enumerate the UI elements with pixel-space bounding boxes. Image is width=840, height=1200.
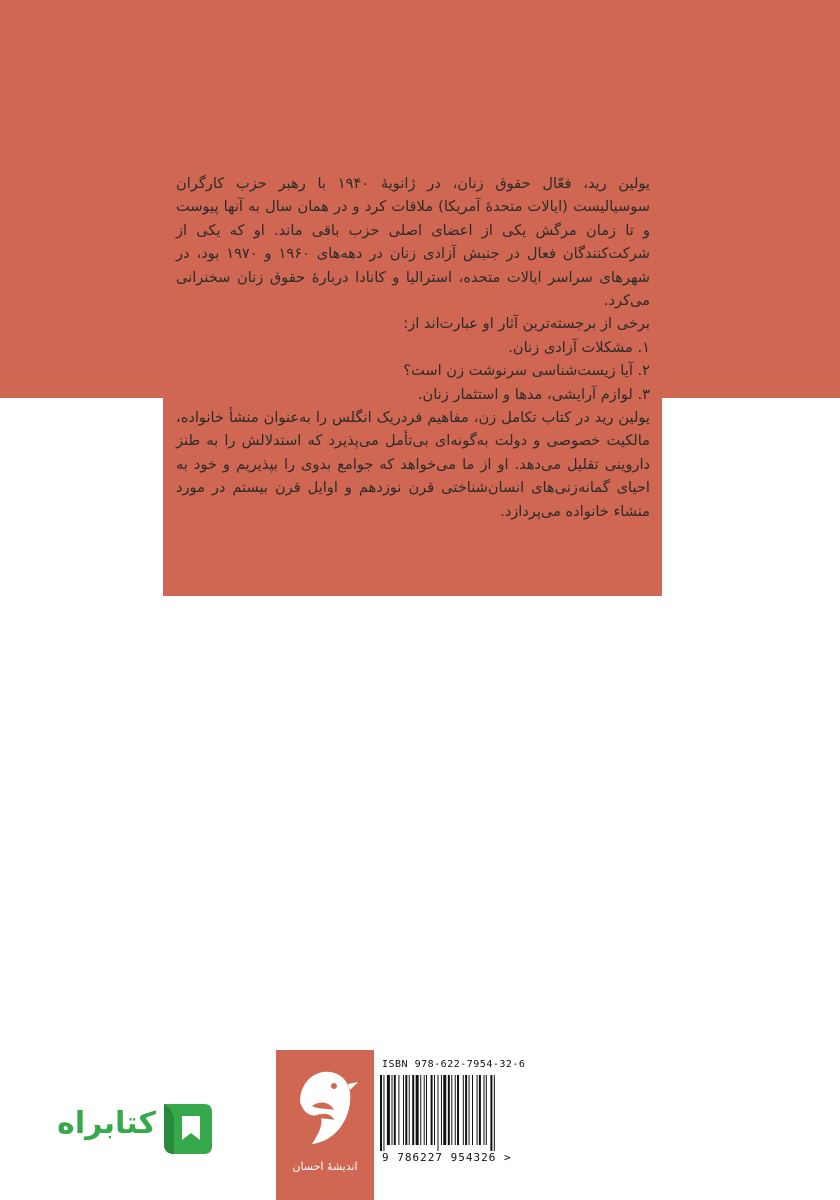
barcode-bar xyxy=(477,1075,478,1145)
barcode-bar xyxy=(494,1075,495,1151)
back-cover-blurb xyxy=(176,172,650,523)
blurb-work-item: ۳. لوازم آرایشی، مدها و استثمار زنان. xyxy=(417,385,650,403)
barcode-bar xyxy=(434,1075,435,1145)
barcode-bar xyxy=(431,1075,433,1145)
publisher-name: اندیشهٔ احسان xyxy=(292,1160,358,1173)
barcode-bar xyxy=(387,1075,390,1145)
blurb-paragraph-summary: یولین رید در کتاب تکامل زن، مفاهیم فردریک انگلس را به‌عنوان منشأ خانواده، مالکیت خصوصی و دولت به‌گونه‌ای بی‌تأمل می‌پذیرد که استدلالش را به طنز داروینی تقلیل می‌دهد. او از ما می‌خواهد که جوامع بدوی را بپذیریم و خود به احیای گمانه‌زنی‌های انسان‌شناختی قرن نوزدهم و اوایل قرن بیستم در مورد منشاء خانواده می‌پردازد. xyxy=(176,409,650,520)
blurb-work-item: ۲. آیا زیست‌شناسی سرنوشت زن است؟ xyxy=(403,362,650,380)
blurb-work-item: ۱. مشکلات آزادی زنان. xyxy=(508,338,650,356)
barcode-bar xyxy=(409,1075,410,1145)
barcode-bar xyxy=(441,1075,442,1145)
barcode-bar xyxy=(484,1075,485,1145)
barcode-bar xyxy=(490,1075,492,1151)
publisher-logo xyxy=(276,1050,374,1200)
brand-name: کتابراه xyxy=(57,1106,156,1141)
barcode-bar xyxy=(424,1075,425,1145)
barcode-bar xyxy=(455,1075,456,1145)
barcode-bar xyxy=(438,1075,439,1151)
bird-icon xyxy=(290,1062,360,1152)
barcode-bar xyxy=(420,1075,421,1145)
barcode-bar xyxy=(479,1075,481,1145)
barcode-bar xyxy=(403,1075,404,1145)
barcode-bar xyxy=(416,1075,419,1145)
bookmark-icon xyxy=(160,1100,216,1158)
blurb-works-intro: برخی از برجسته‌ترین آثار او عبارت‌اند از: xyxy=(403,315,650,333)
isbn-barcode xyxy=(378,1055,568,1165)
barcode-bar xyxy=(457,1075,459,1145)
barcode-bar xyxy=(383,1075,384,1151)
barcode-bar xyxy=(443,1075,446,1145)
barcode-bar xyxy=(426,1075,427,1145)
barcode-digits: 9 786227 954326 > xyxy=(382,1151,512,1164)
barcode-bar xyxy=(463,1075,464,1145)
barcode-bar xyxy=(398,1075,399,1145)
barcode-bar xyxy=(469,1075,470,1145)
barcode-bar xyxy=(472,1075,473,1145)
blurb-paragraph-bio: یولین رید، فعّال حقوق زنان، در ژانویهٔ ۱۹۴۰ با رهبر حزب کارگران سوسیالیست (ایالات متحدهٔ آمریکا) ملاقات کرد و در همان سال به آنها پیوست و تا زمان مرگش یکی از اعضای اصلی حزب باقی ماند. او که یکی از شرکت‌کنندگان فعال در جنبش آزادی زنان در دهه‌های ۱۹۶۰ و ۱۹۷۰ بود، در شهرهای سراسر ایالات متحده، استرالیا و کانادا دربارهٔ حقوق زنان سخنرانی می‌کرد. xyxy=(176,175,650,310)
barcode-bar xyxy=(392,1075,393,1145)
barcode-bar xyxy=(380,1075,382,1151)
barcode-bar xyxy=(448,1075,450,1145)
ketabrah-brand xyxy=(36,1100,216,1162)
isbn-label: ISBN 978-622-7954-32-6 xyxy=(382,1059,526,1070)
barcode-bars xyxy=(378,1075,548,1151)
barcode-bar xyxy=(451,1075,452,1145)
barcode-bar xyxy=(405,1075,407,1145)
barcode-bar xyxy=(486,1075,487,1145)
barcode-bar xyxy=(412,1075,414,1145)
barcode-bar xyxy=(465,1075,467,1145)
barcode-bar xyxy=(394,1075,396,1145)
